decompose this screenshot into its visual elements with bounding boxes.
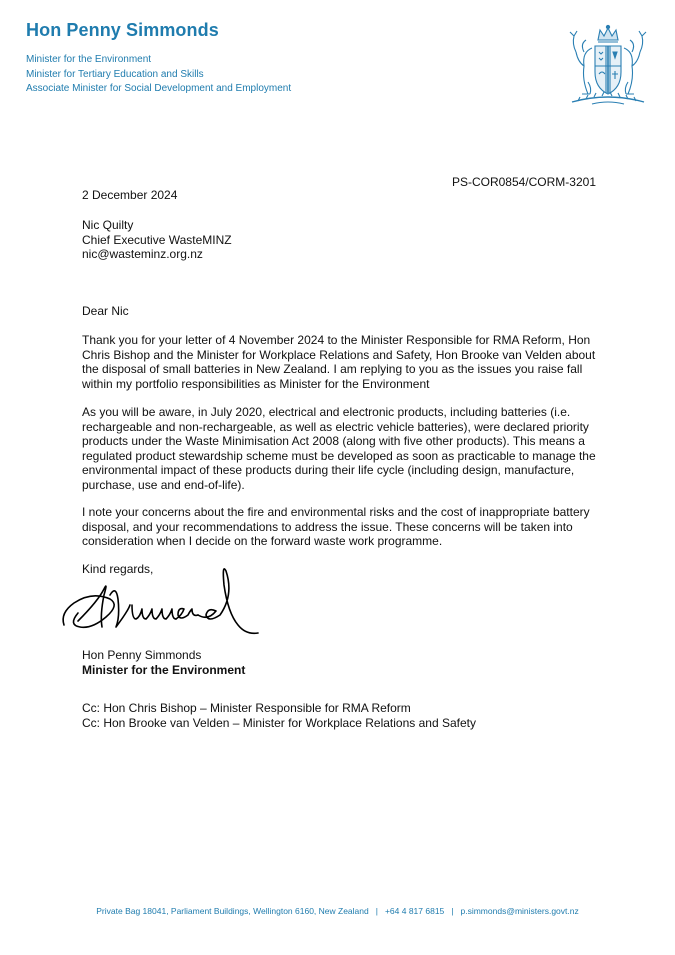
signatory-name: Hon Penny Simmonds xyxy=(82,648,202,662)
footer-address: Private Bag 18041, Parliament Buildings, Wellington 6160, New Zealand xyxy=(96,906,369,916)
paragraph: As you will be aware, in July 2020, electrical and electronic products, including batteries (i.e. rechargeable and non-rechargeable, as well as electric vehicle batteries), were declared priority products under the Waste Minimisation Act 2008 (along with five other products). This means a regulated product stewardship scheme must be developed as soon as practicable to manage the environmental impact of these products during their life cycle (including design, manufacture, purchase, use and end-of-life). xyxy=(82,405,596,492)
paragraph: Thank you for your letter of 4 November 2024 to the Minister Responsible for RMA Reform, Hon Chris Bishop and the Minister for Workplace Relations and Safety, Hon Brooke van Velden about the disposal of small batteries in New Zealand. I am replying to you as the issues you raise fall within my portfolio responsibilities as Minister for the Environment xyxy=(82,333,596,391)
recipient-title: Chief Executive WasteMINZ xyxy=(82,232,232,247)
recipient-block xyxy=(82,218,602,262)
signatory-block xyxy=(82,648,602,677)
signatory-title xyxy=(82,663,602,678)
letterhead-name: Hon Penny Simmonds xyxy=(26,20,219,40)
footer-email: p.simmonds@ministers.govt.nz xyxy=(460,906,579,916)
footer-phone: +64 4 817 6815 xyxy=(384,906,445,916)
recipient-name: Nic Quilty xyxy=(82,218,134,232)
paragraph: I note your concerns about the fire and environmental risks and the cost of inappropriate battery disposal, and your recommendations to address the issue. These concerns will be taken into consideration when I decide on the forward waste work programme. xyxy=(82,505,590,548)
role-line: Minister for the Environment xyxy=(26,54,152,65)
signatory-title-text: Minister for the Environment xyxy=(82,662,246,677)
cc-line: Cc: Hon Brooke van Velden – Minister for Workplace Relations and Safety xyxy=(82,715,476,730)
reference-number: PS-COR0854/CORM-3201 xyxy=(451,175,596,189)
salutation: Dear Nic xyxy=(82,304,129,318)
nz-coat-of-arms-icon xyxy=(562,22,654,108)
cc-line: Cc: Hon Chris Bishop – Minister Responsible for RMA Reform xyxy=(82,701,411,715)
closing: Kind regards, xyxy=(82,562,154,576)
cc-block xyxy=(82,701,602,730)
footer-separator: | xyxy=(375,906,378,916)
footer xyxy=(0,906,675,916)
recipient-email: nic@wasteminz.org.nz xyxy=(82,247,203,261)
letter-date: 2 December 2024 xyxy=(82,188,178,202)
role-line: Associate Minister for Social Development and Employment xyxy=(26,83,292,94)
role-line: Minister for Tertiary Education and Skills xyxy=(26,68,204,80)
letterhead-roles xyxy=(26,53,291,97)
footer-separator: | xyxy=(451,906,454,916)
signature-image xyxy=(58,565,268,640)
